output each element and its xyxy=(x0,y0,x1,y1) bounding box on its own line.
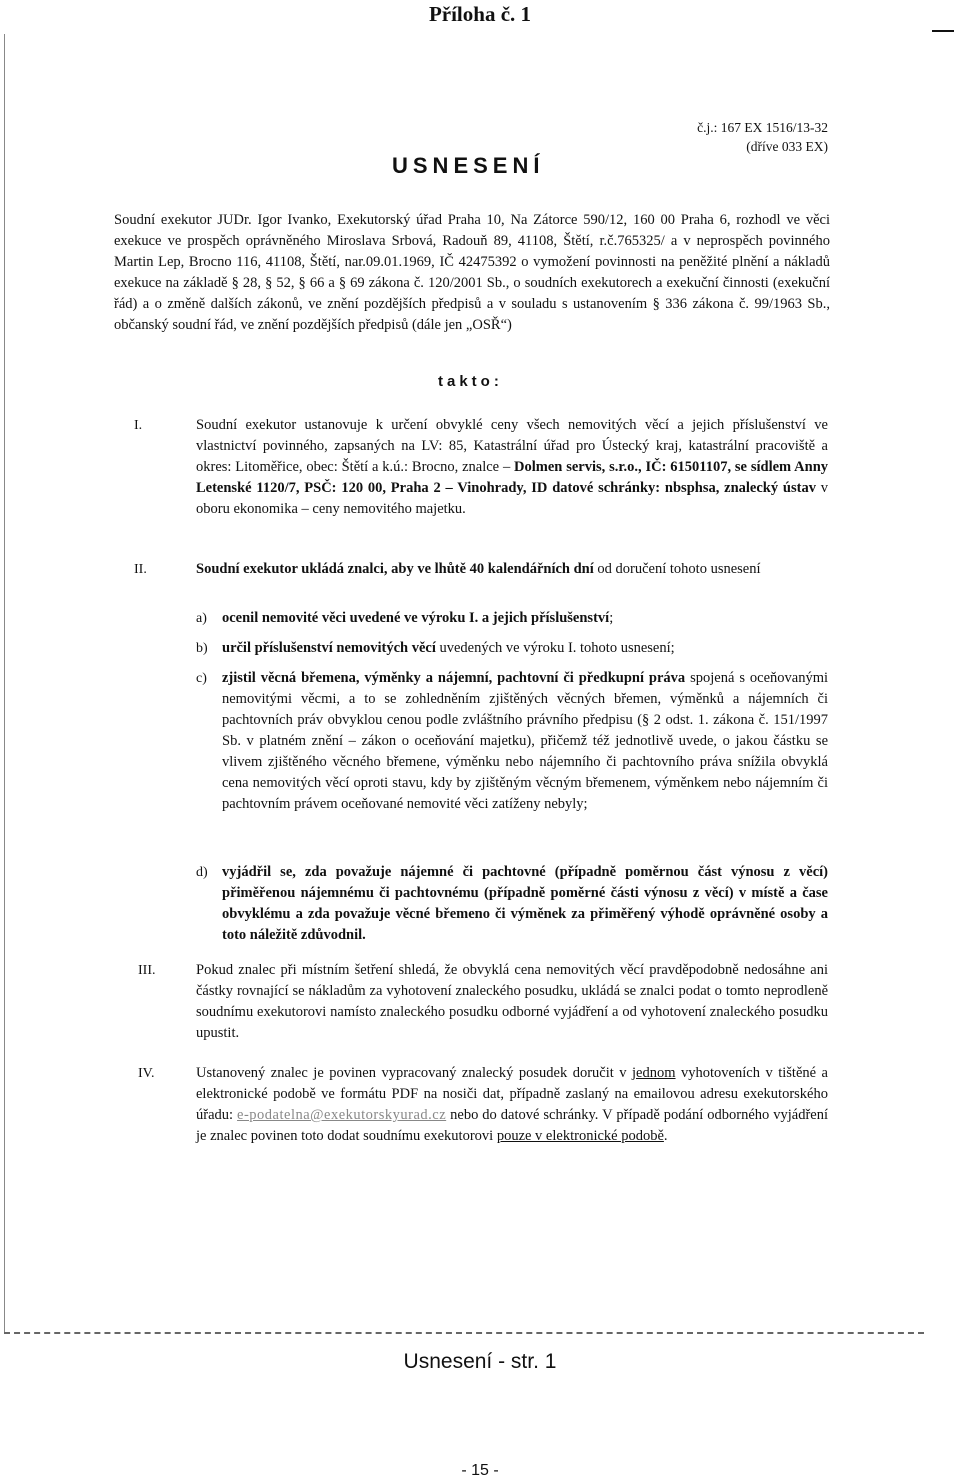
scan-edge-bottom xyxy=(4,1332,924,1334)
item-d-letter: d) xyxy=(196,865,208,880)
item-c-text xyxy=(222,668,828,815)
scan-edge-left xyxy=(4,34,5,1332)
section-2-number: II. xyxy=(134,562,147,577)
section-1-text-b: v oboru ekonomika – ceny nemovitého majetku. xyxy=(196,480,829,517)
takto-heading: takto: xyxy=(438,373,503,390)
corner-mark xyxy=(932,30,954,32)
item-b-text xyxy=(222,638,828,659)
item-d-text xyxy=(222,862,828,946)
case-number: č.j.: 167 EX 1516/13-32 xyxy=(697,120,828,135)
section-2-bold: Soudní exekutor ukládá znalci, aby ve lhůtě 40 kalendářních dní xyxy=(196,561,594,577)
section-4-text-a: Ustanovený znalec je povinen vypracovaný znalecký posudek doručit v xyxy=(196,1065,633,1081)
item-a-text xyxy=(222,608,828,629)
footer-label: Usnesení - str. 1 xyxy=(403,1350,557,1373)
section-4-underline-1: jednom xyxy=(632,1065,676,1081)
section-1-number: I. xyxy=(134,418,143,433)
appendix-title: Příloha č. 1 xyxy=(428,2,532,26)
section-2-text xyxy=(196,559,828,580)
section-3-number: III. xyxy=(138,963,156,978)
document-title: USNESENÍ xyxy=(392,153,545,178)
section-4-text-b: vyhotoveních v tištěné a elektronické podobě ve formátu PDF na nosiči dat, případně zaslaný na emailovou adresu exekutorského úřadu: xyxy=(196,1065,828,1123)
item-a-letter: a) xyxy=(196,611,207,626)
section-4-text-c: nebo do datové schránky. V případě podání odborného vyjádření je znalec povinen toto dodat soudnímu exekutorovi xyxy=(196,1107,828,1144)
item-b-letter: b) xyxy=(196,641,208,656)
page-number: - 15 - xyxy=(461,1462,499,1479)
item-b-rest: uvedených ve výroku I. tohoto usnesení; xyxy=(435,640,675,656)
former-case-number: (dříve 033 EX) xyxy=(746,139,828,154)
item-c-letter: c) xyxy=(196,671,207,686)
item-d-bold: vyjádřil se, zda považuje nájemné či pachtovné (případně poměrnou část výnosu z věcí) přiměřenou nájemnému či pachtovnému (případně poměrné části výnosu z věcí) v místě a čase obvyklému a zda považuje věcné břemeno či výměnek za přiměřený výhodě oprávněné osoby a toto náležitě zdůvodnil. xyxy=(222,864,828,943)
case-reference xyxy=(604,118,828,156)
section-3-text: Pokud znalec při místním šetření shledá, že obvyklá cena nemovitých věcí pravděpodobně nedosáhne ani částky rovnající se nákladům za vyhotovení znaleckého posudku, ukládá se znalci podat o tomto neprodleně soudnímu exekutorovi namísto znaleckého posudku odborné vyjádření a od vyhotovení znaleckého posudku upustit. xyxy=(196,962,828,1041)
section-4-text xyxy=(196,1063,828,1147)
section-1-text-a: Soudní exekutor ustanovuje k určení obvyklé ceny všech nemovitých věcí a jejich příslušenství ve vlastnictví povinného, zapsaných na LV: 85, Katastrální úřad pro Ústecký kraj, katastrální pracoviště a okres: Litoměřice, obec: Štětí a k.ú.: Brocno, znalce – xyxy=(196,417,828,475)
section-4-number: IV. xyxy=(138,1066,155,1081)
email-address-link[interactable]: e-podatelna@exekutorskyurad.cz xyxy=(237,1107,447,1123)
item-b-bold: určil příslušenství nemovitých věcí xyxy=(222,640,436,656)
section-4-text-d: . xyxy=(663,1128,668,1144)
item-a-rest: ; xyxy=(609,610,614,626)
section-4-underline-2: pouze v elektronické podobě xyxy=(496,1128,664,1144)
section-1-text xyxy=(196,415,828,520)
section-1-expert-bold: Dolmen servis, s.r.o., IČ: 61501107, se sídlem Anny Letenské 1120/7, PSČ: 120 00, Praha 2 – Vinohrady, ID datové schránky: nbsphsa, znalecký ústav xyxy=(196,459,829,496)
section-2-rest: od doručení tohoto usnesení xyxy=(593,561,761,577)
item-c-rest: spojená s oceňovanými nemovitými věcmi, a to se zohledněním zjištěných věcných břemen, výměnků a nájemních či pachtovních práv obvyklou cenou podle zvláštního právního předpisu (§ 2 odst. 1. zákona č. 151/1997 Sb. v platném znění – zákon o oceňování majetku), přičemž též jednotlivě uvede, o jakou částku se vlivem zjištěného věcného břemene, výměnku nebo nájemního či pachtovního práva snížila obvyklá cena nemovitých věcí oproti stavu, kdy by zjištěným věcným břemenem, výměnkem nebo nájemním či pachtovním právem oceňované nemovité věci zatíženy nebyly; xyxy=(222,670,828,812)
intro-paragraph: Soudní exekutor JUDr. Igor Ivanko, Exekutorský úřad Praha 10, Na Zátorce 590/12, 160 00 Praha 6, rozhodl ve věci exekuce ve prospěch oprávněného Miroslava Srbová, Radouň 89, 41108, Štětí, r.č.765325/ a v neprospěch povinného Martin Lep, Brocno 116, 41108, Štětí, nar.09.01.1969, IČ 42475392 o vymožení povinnosti na peněžité plnění a nákladů exekuce na základě § 28, § 52, § 66 a § 69 zákona č. 120/2001 Sb., o soudních exekutorech a exekuční činnosti (exekuční řád) a o změně dalších zákonů, ve znění pozdějších předpisů a v souladu s ustanovením § 336 zákona č. 99/1963 Sb., občanský soudní řád, ve znění pozdějších předpisů (dále jen „OSŘ“) xyxy=(114,212,830,333)
item-a-bold: ocenil nemovité věci uvedené ve výroku I. a jejich příslušenství xyxy=(222,610,610,626)
item-c-bold: zjistil věcná břemena, výměnky a nájemní, pachtovní či předkupní práva xyxy=(222,670,686,686)
